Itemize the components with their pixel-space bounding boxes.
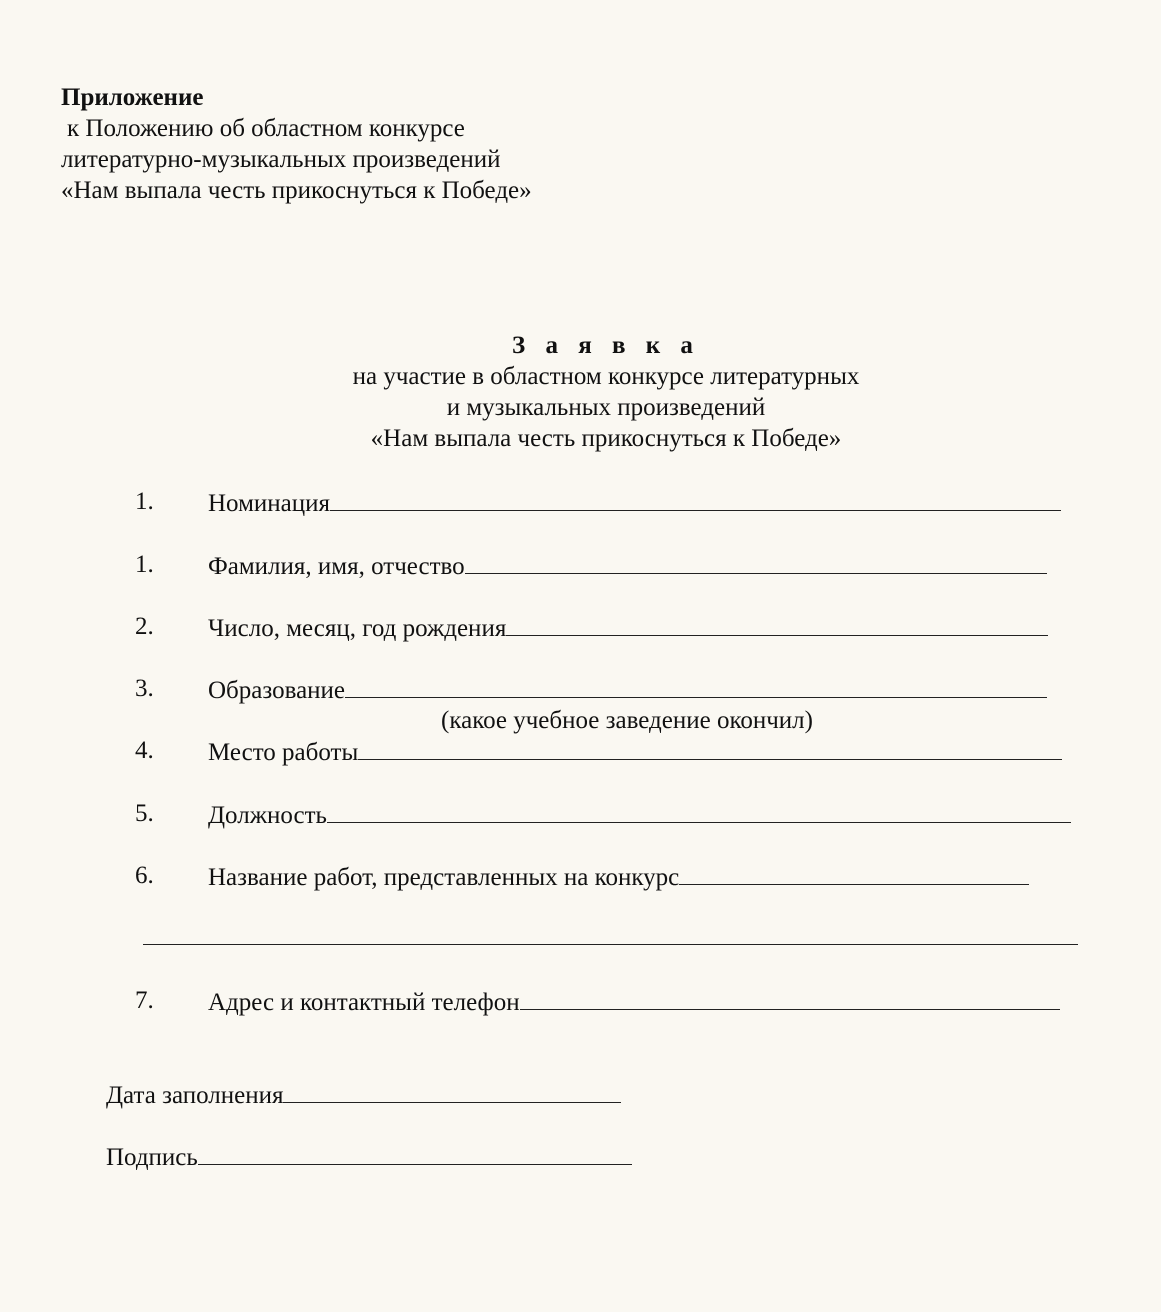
address-row (208, 985, 1060, 1018)
full-name-label: Фамилия, имя, отчество (208, 553, 465, 580)
item-number: 2. (135, 613, 154, 640)
fill-date-label: Дата заполнения (106, 1082, 284, 1109)
item-number: 4. (135, 737, 154, 764)
fill-date-row (106, 1078, 621, 1111)
address-label: Адрес и контактный телефон (208, 989, 520, 1016)
item-number: 5. (135, 800, 154, 827)
fill-date-field[interactable] (283, 1078, 621, 1103)
appendix-title: Приложение (61, 84, 204, 111)
appendix-line-1: к Положению об областном конкурсе (67, 115, 465, 142)
position-field[interactable] (327, 798, 1071, 823)
address-phone-field[interactable] (520, 985, 1060, 1010)
birth-date-field[interactable] (506, 611, 1048, 636)
position-label: Должность (208, 802, 327, 829)
works-title-row (208, 860, 1029, 893)
works-title-field[interactable] (679, 860, 1029, 885)
birth-date-row (208, 611, 1048, 644)
workplace-field[interactable] (358, 735, 1062, 760)
item-number: 3. (135, 675, 154, 702)
workplace-row (208, 735, 1062, 768)
nomination-row (208, 486, 1061, 519)
full-name-field[interactable] (465, 549, 1047, 574)
workplace-label: Место работы (208, 739, 359, 766)
appendix-line-3: «Нам выпала честь прикоснуться к Победе» (61, 177, 532, 204)
signature-row (106, 1140, 632, 1173)
full-name-row (208, 549, 1047, 582)
education-label: Образование (208, 677, 346, 704)
form-subtitle-2: и музыкальных произведений (446, 394, 766, 421)
nomination-label: Номинация (208, 490, 331, 517)
works-title-label: Название работ, представленных на конкурс (208, 864, 680, 891)
form-subtitle-3: «Нам выпала честь прикоснуться к Победе» (370, 425, 842, 452)
signature-field[interactable] (198, 1140, 632, 1165)
item-number: 1. (135, 488, 154, 515)
item-number: 1. (135, 551, 154, 578)
form-title: З а я в к а (512, 332, 700, 359)
education-hint: (какое учебное заведение окончил) (441, 707, 813, 734)
works-title-continuation-field[interactable] (143, 944, 1078, 945)
form-heading (250, 330, 962, 454)
form-subtitle-1: на участие в областном конкурсе литературных (352, 363, 860, 390)
appendix-block (61, 82, 532, 206)
nomination-field[interactable] (330, 486, 1061, 511)
item-number: 7. (135, 987, 154, 1014)
signature-label: Подпись (106, 1144, 198, 1171)
birth-date-label: Число, месяц, год рождения (208, 615, 507, 642)
education-row (208, 673, 1047, 706)
appendix-line-2: литературно-музыкальных произведений (61, 146, 501, 173)
item-number: 6. (135, 862, 154, 889)
position-row (208, 798, 1071, 831)
education-field[interactable] (345, 673, 1047, 698)
